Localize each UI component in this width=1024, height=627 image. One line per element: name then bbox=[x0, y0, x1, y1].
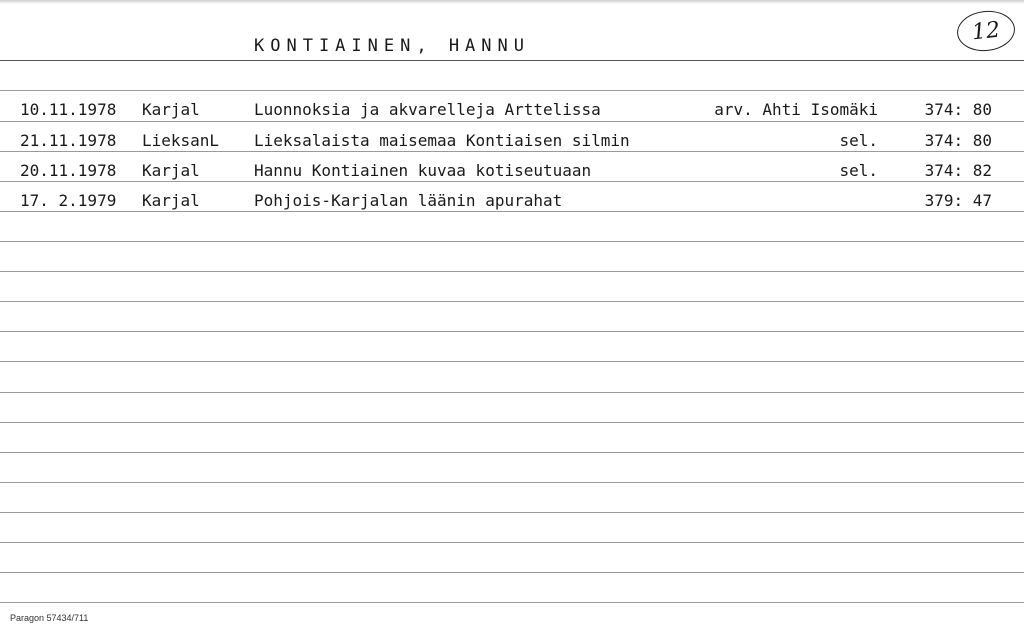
row-rule bbox=[0, 482, 1024, 483]
row-rule bbox=[0, 512, 1024, 513]
row-rule bbox=[0, 181, 1024, 182]
entry-reference: 374: 82 bbox=[924, 161, 992, 180]
entry-publication: Karjal bbox=[142, 100, 200, 119]
row-rule bbox=[0, 121, 1024, 122]
entry-title: Hannu Kontiainen kuvaa kotiseutuaan bbox=[254, 161, 592, 180]
entry-title: Luonnoksia ja akvarelleja Arttelissa bbox=[254, 100, 601, 119]
row-rule bbox=[0, 392, 1024, 393]
row-rule bbox=[0, 241, 1024, 242]
entry-reference: 374: 80 bbox=[924, 131, 992, 150]
row-rule bbox=[0, 422, 1024, 423]
entry-publication: Karjal bbox=[142, 161, 200, 180]
row-rule bbox=[0, 602, 1024, 603]
row-rule bbox=[0, 211, 1024, 212]
row-rule bbox=[0, 572, 1024, 573]
entry-title: Pohjois-Karjalan läänin apurahat bbox=[254, 191, 563, 210]
entry-note: arv. Ahti Isomäki bbox=[714, 100, 878, 119]
header-rule bbox=[0, 60, 1024, 61]
card-number-circled: 12 bbox=[955, 8, 1017, 54]
row-rule bbox=[0, 151, 1024, 152]
entry-note: sel. bbox=[839, 161, 878, 180]
entry-reference: 379: 47 bbox=[924, 191, 992, 210]
entry-date: 20.11.1978 bbox=[20, 161, 117, 180]
entry-date: 21.11.1978 bbox=[20, 131, 117, 150]
row-rule bbox=[0, 271, 1024, 272]
card-title: KONTIAINEN, HANNU bbox=[254, 36, 530, 56]
card-footer-print-code: Paragon 57434/711 bbox=[10, 613, 89, 623]
entry-date: 10.11.1978 bbox=[20, 100, 117, 119]
entry-date: 17. 2.1979 bbox=[20, 191, 117, 210]
row-rule bbox=[0, 542, 1024, 543]
entry-reference: 374: 80 bbox=[924, 100, 992, 119]
row-rule bbox=[0, 331, 1024, 332]
row-rule bbox=[0, 452, 1024, 453]
entry-note: sel. bbox=[839, 131, 878, 150]
row-rule bbox=[0, 361, 1024, 362]
card-top-edge bbox=[0, 0, 1024, 4]
row-rule bbox=[0, 90, 1024, 91]
entry-publication: LieksanL bbox=[142, 131, 220, 150]
entry-publication: Karjal bbox=[142, 191, 200, 210]
entry-title: Lieksalaista maisemaa Kontiaisen silmin bbox=[254, 131, 630, 150]
row-rule bbox=[0, 301, 1024, 302]
